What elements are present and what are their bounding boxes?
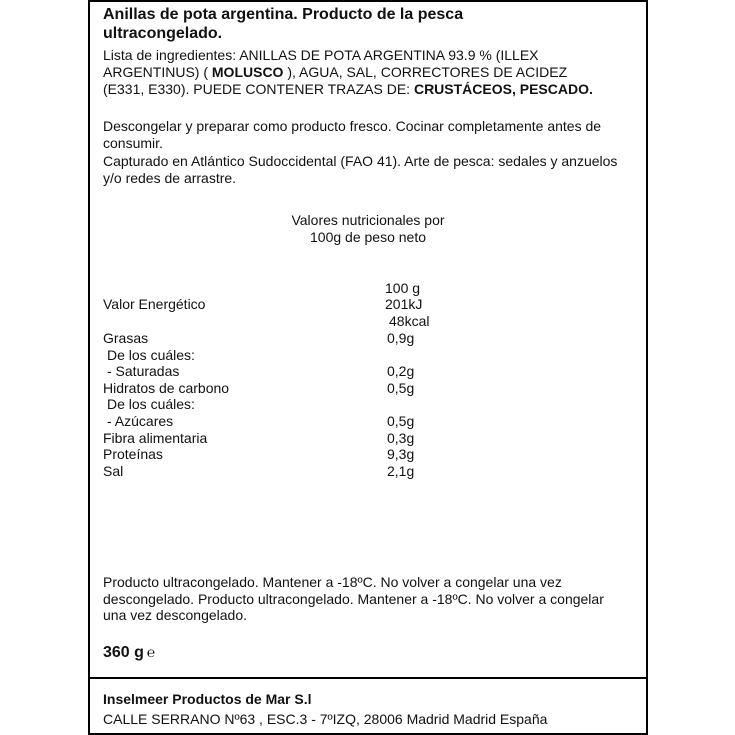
energy-label: Valor Energético xyxy=(103,296,206,312)
nutrition-header-line2: 100g de peso neto xyxy=(310,229,426,245)
preparation-line2: consumir. xyxy=(103,135,163,151)
divider xyxy=(90,677,646,679)
ingredients-line2: ARGENTINUS) ( MOLUSCO ), AGUA, SAL, CORRECTORES DE ACIDEZ xyxy=(103,64,568,80)
storage-line2: descongelado. Producto ultracongelado. Mantener a -18ºC. No volver a congelar xyxy=(103,591,604,607)
ingredients-line1: Lista de ingredientes: ANILLAS DE POTA ARGENTINA 93.9 % (ILLEX xyxy=(103,47,539,63)
nutrition-row-label: Grasas xyxy=(103,330,149,346)
nutrition-row-value: 0,9g xyxy=(387,330,415,346)
estimated-sign-icon: ℮ xyxy=(146,644,156,660)
origin-line2: y/o redes de arrastre. xyxy=(103,170,237,186)
nutrition-row-value: 0,3g xyxy=(387,430,415,446)
ingredients-line3: (E331, E330). PUEDE CONTENER TRAZAS DE: CRUSTÁCEOS, PESCADO. xyxy=(103,81,593,97)
product-title-line2: ultracongelado. xyxy=(103,25,223,42)
product-title-line1: Anillas de pota argentina. Producto de la pesca xyxy=(103,6,464,23)
nutrition-row-label: - Azúcares xyxy=(107,413,174,429)
nutrition-header-line1: Valores nutricionales por xyxy=(291,212,445,228)
nutrition-row-label: - Saturadas xyxy=(107,363,180,379)
nutrition-row-value: 0,2g xyxy=(387,363,415,379)
nutrition-row-value: 0,5g xyxy=(387,380,415,396)
origin-line1: Capturado en Atlántico Sudoccidental (FAO 41). Arte de pesca: sedales y anzuelos xyxy=(103,153,618,169)
product-label xyxy=(88,0,648,735)
nutrition-row-label: Proteínas xyxy=(103,446,163,462)
company-address: CALLE SERRANO Nº63 , ESC.3 - 7ºIZQ, 28006 Madrid Madrid España xyxy=(103,711,548,727)
nutrition-row-label: De los cuáles: xyxy=(107,347,195,363)
nutrition-column-header: 100 g xyxy=(385,280,421,296)
nutrition-row-value: 9,3g xyxy=(387,446,415,462)
preparation-line1: Descongelar y preparar como producto fresco. Cocinar completamente antes de xyxy=(103,118,602,134)
storage-line3: una vez descongelado. xyxy=(103,607,247,623)
nutrition-row-value: 0,5g xyxy=(387,413,415,429)
nutrition-row-value: 2,1g xyxy=(387,463,415,479)
nutrition-row-label: Sal xyxy=(103,463,124,479)
allergen-molusco: MOLUSCO xyxy=(211,64,284,80)
company-name: Inselmeer Productos de Mar S.l xyxy=(103,691,312,707)
net-weight: 360 g ℮ xyxy=(103,644,156,661)
storage-line1: Producto ultracongelado. Mantener a -18ºC. No volver a congelar una vez xyxy=(103,574,562,590)
nutrition-row-label: Fibra alimentaria xyxy=(103,430,208,446)
energy-kcal: 48kcal xyxy=(389,313,430,329)
nutrition-row-label: Hidratos de carbono xyxy=(103,380,230,396)
nutrition-row-label: De los cuáles: xyxy=(107,396,195,412)
allergen-traces: CRUSTÁCEOS, PESCADO. xyxy=(413,81,593,97)
energy-kj: 201kJ xyxy=(385,296,423,312)
